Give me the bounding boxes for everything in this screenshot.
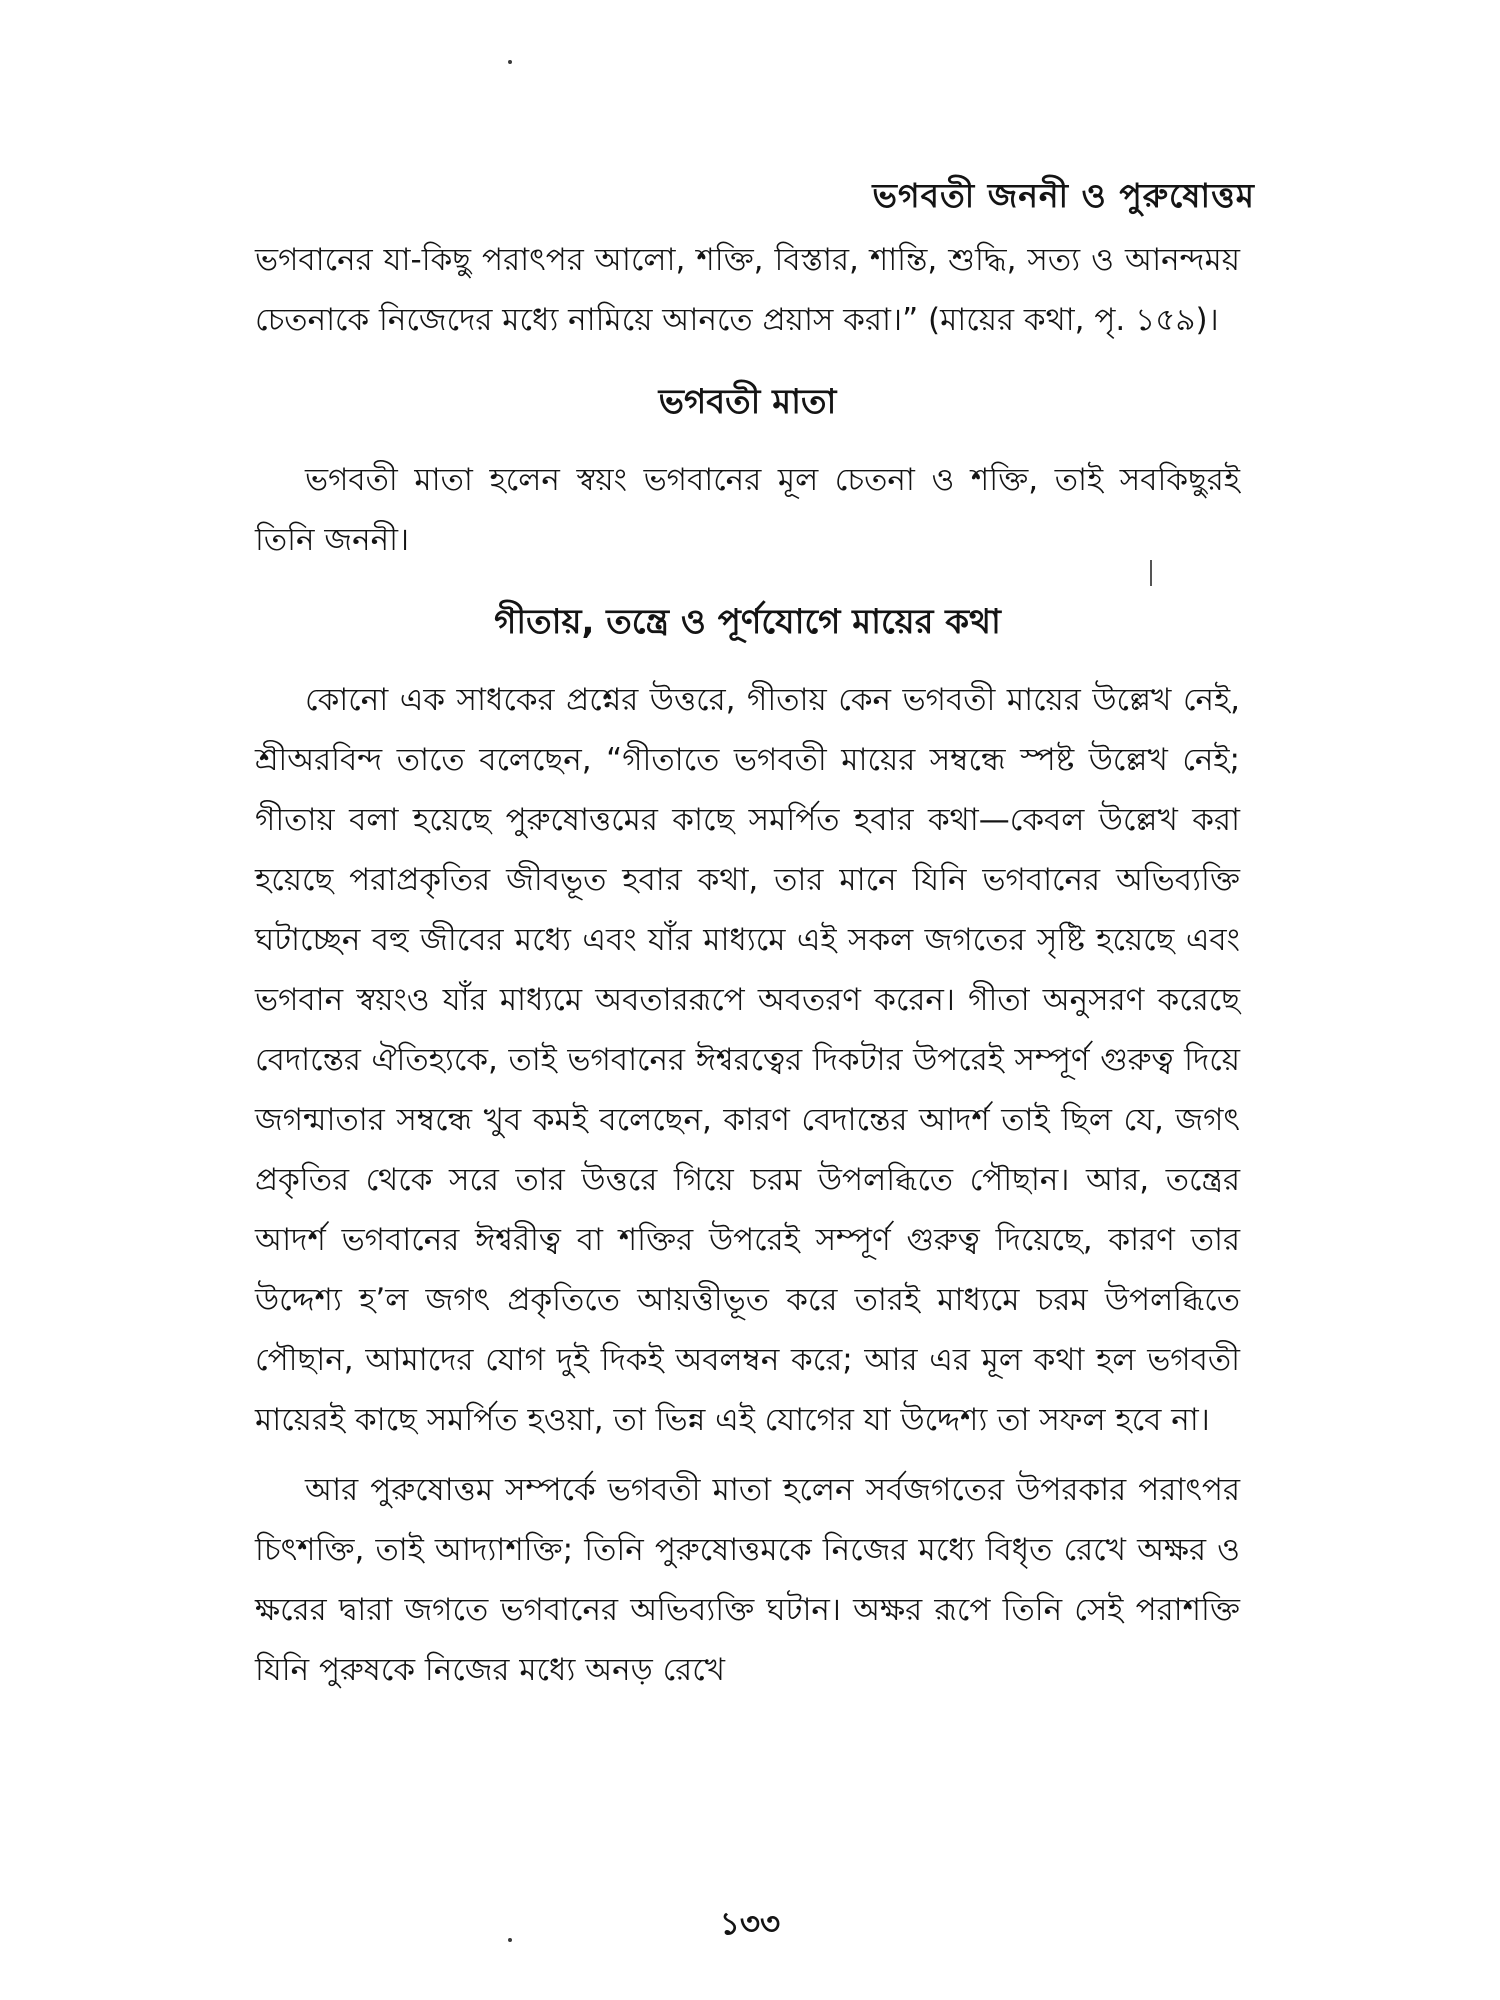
- section-paragraph: আর পুরুষোত্তম সম্পর্কে ভগবতী মাতা হলেন সর্বজগতের উপরকার পরাৎপর চিৎশক্তি, তাই আদ্যাশক্তি; তিনি পুরুষোত্তমকে নিজের মধ্যে বিধৃত রেখে অক্ষর ও ক্ষরের দ্বারা জগতে ভগবানের অভিব্যক্তি ঘটান। অক্ষর রূপে তিনি সেই পরাশক্তি যিনি পুরুষকে নিজের মধ্যে অনড় রেখে: [255, 1472, 1240, 1688]
- scan-speck: [508, 1938, 512, 1942]
- scan-mark: [1150, 560, 1152, 586]
- section-paragraph: কোনো এক সাধকের প্রশ্নের উত্তরে, গীতায় কেন ভগবতী মায়ের উল্লেখ নেই, শ্রীঅরবিন্দ তাতে বলেছেন, “গীতাতে ভগবতী মায়ের সম্বন্ধে স্পষ্ট উল্লেখ নেই; গীতায় বলা হয়েছে পুরুষোত্তমের কাছে সমর্পিত হবার কথা—কেবল উল্লেখ করা হয়েছে পরাপ্রকৃতির জীবভূত হবার কথা, তার মানে যিনি ভগবানের অভিব্যক্তি ঘটাচ্ছেন বহু জীবের মধ্যে এবং যাঁর মাধ্যমে এই সকল জগতের সৃষ্টি হয়েছে এবং ভগবান স্বয়ংও যাঁর মাধ্যমে অবতাররূপে অবতরণ করেন। গীতা অনুসরণ করেছে বেদান্তের ঐতিহ্যকে, তাই ভগবানের ঈশ্বরত্বের দিকটার উপরেই সম্পূর্ণ গুরুত্ব দিয়ে জগন্মাতার সম্বন্ধে খুব কমই বলেছেন, কারণ বেদান্তের আদর্শ তাই ছিল যে, জগৎ প্রকৃতির থেকে সরে তার উত্তরে গিয়ে চরম উপলব্ধিতে পৌছান। আর, তন্ত্রের আদর্শ ভগবানের ঈশ্বরীত্ব বা শক্তির উপরেই সম্পূর্ণ গুরুত্ব দিয়েছে, কারণ তার উদ্দেশ্য হ’ল জগৎ প্রকৃতিতে আয়ত্তীভূত করে তারই মাধ্যমে চরম উপলব্ধিতে পৌছান, আমাদের যোগ দুই দিকই অবলম্বন করে; আর এর মূল কথা হল ভগবতী মায়েরই কাছে সমর্পিত হওয়া, তা ভিন্ন এই যোগের যা উদ্দেশ্য তা সফল হবে না।: [255, 682, 1240, 1438]
- scan-speck: [508, 60, 512, 64]
- page-number: ১৩৩: [719, 1906, 781, 1942]
- section-heading-gita-tantra: গীতায়, তন্ত্রে ও পূর্ণযোগে মায়ের কথা: [494, 602, 1001, 642]
- section-paragraph: ভগবতী মাতা হলেন স্বয়ং ভগবানের মূল চেতনা ও শক্তি, তাই সবকিছুরই তিনি জননী।: [255, 462, 1240, 558]
- running-head: ভগবতী জননী ও পুরুষোত্তম: [872, 176, 1255, 215]
- continued-paragraph: ভগবানের যা-কিছু পরাৎপর আলো, শক্তি, বিস্তার, শান্তি, শুদ্ধি, সত্য ও আনন্দময় চেতনাকে নিজেদের মধ্যে নামিয়ে আনতে প্রয়াস করা।” (মায়ের কথা, পৃ. ১৫৯)।: [255, 242, 1240, 338]
- page-body: [255, 230, 1240, 1700]
- section-heading-bhagavati-mata: ভগবতী মাতা: [658, 382, 837, 422]
